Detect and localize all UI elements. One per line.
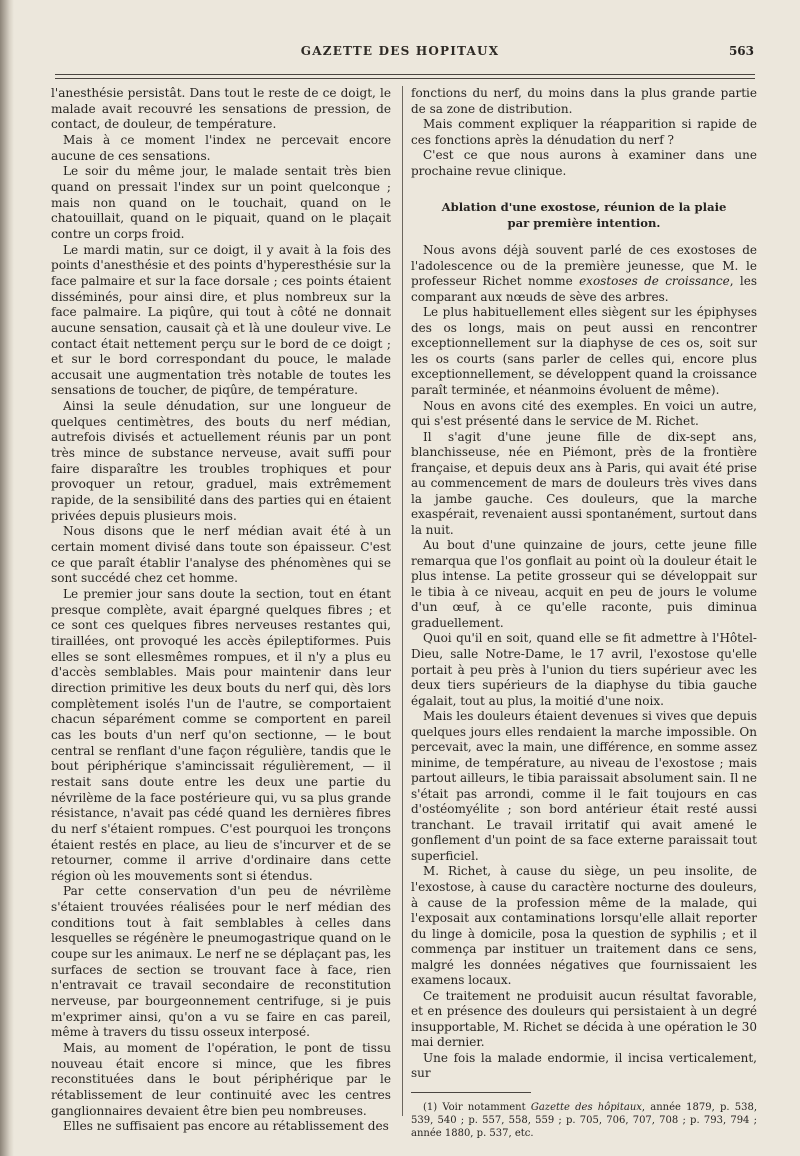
section-title-line: Ablation d'une exostose, réunion de la plaie bbox=[441, 200, 727, 215]
text-run: , année 1879, p. 538, 539, 540 ; p. 557, 558, 559 ; p. 705, 706, 707, 708 ; p. 793, 794 ; année 1880, p. 537, etc. bbox=[411, 1101, 758, 1139]
section-title bbox=[411, 199, 757, 231]
paragraph: Mais à ce moment l'index ne percevait encore aucune de ces sensations. bbox=[51, 132, 391, 163]
paragraph: Mais les douleurs étaient devenues si vives que depuis quelques jours elles rendaient la marche impossible. On percevait, avec la main, une différence, en somme assez minime, de température, au niveau de l'exostose ; mais partout ailleurs, le tibia paraissait absolument sain. Il ne s'était pas arrondi, comme il le fait toujours en cas d'ostéomyélite ; son bord antérieur était resté aussi tranchant. Le travail irritatif qui avait amené le gonflement d'un point de sa face externe paraissait tout superficiel. bbox=[411, 709, 757, 863]
paragraph: C'est ce que nous aurons à examiner dans une prochaine revue clinique. bbox=[411, 148, 757, 178]
paragraph: Ainsi la seule dénudation, sur une longueur de quelques centimètres, des bouts du nerf médian, autrefois divisés et actuellement réunis par un pont très mince de substance nerveuse, avait suffi pour faire disparaître les troubles trophiques et pour provoquer un retour, graduel, mais extrêmement rapide, de la sensibilité dans des parties qui en étaient privées depuis plusieurs mois. bbox=[51, 399, 391, 523]
paragraph: l'anesthésie persistât. Dans tout le reste de ce doigt, le malade avait recouvré les sensations de pression, de contact, de douleur, de température. bbox=[51, 86, 391, 132]
paragraph: M. Richet, à cause du siège, un peu insolite, de l'exostose, à cause du caractère nocturne des douleurs, à cause de la profession même de la malade, qui l'exposait aux contaminations lorsqu'elle allait reporter du linge à domicile, posa la question de syphilis ; et il commença par instituer un traitement dans ce sens, malgré les données négatives que fournissaient les examens locaux. bbox=[411, 864, 757, 988]
paragraph: Le premier jour sans doute la section, tout en étant presque complète, avait épargné quelques fibres ; et ce sont ces quelques fibres nerveuses restantes qui, tiraillées, ont provoqué les accès épileptiformes. Puis elles se sont ellesmêmes rompues, et il n'y a plus eu d'accès semblables. Mais pour maintenir dans leur direction primitive les deux bouts du nerf qui, dès lors complètement isolés l'un de l'autre, se comportaient chacun séparément comme se comportent en pareil cas les bouts d'un nerf qu'on sectionne, — le bout central se renflant d'une façon régulière, tandis que le bout périphérique s'amincissait régulièrement, — il restait sans doute entre les deux une partie du névrilème de la face postérieure qui, vu sa plus grande résistance, n'avait pas cédé quand les dernières fibres du nerf s'étaient rompues. C'est pourquoi les tronçons étaient restés en place, au lieu de s'incurver et de se retourner, comme il arrive d'ordinaire dans cette région où les mouvements sont si étendus. bbox=[51, 587, 391, 883]
column-divider bbox=[402, 86, 403, 1116]
left-column bbox=[51, 86, 391, 1135]
italic-term: Gazette des hôpitaux bbox=[530, 1101, 642, 1113]
paragraph: Il s'agit d'une jeune fille de dix-sept ans, blanchisseuse, née en Piémont, près de la frontière française, et depuis deux ans à Paris, qui avait été prise au commencement de mars de douleurs très vives dans la jambe gauche. Ces douleurs, que la marche exaspérait, revenaient aussi spontanément, surtout dans la nuit. bbox=[411, 429, 757, 537]
paragraph: Par cette conservation d'un peu de névrilème s'étaient trouvées réalisées pour le nerf médian des conditions tout à fait semblables à celles dans lesquelles se régénère le pneumogastrique quand on le coupe sur les animaux. Le nerf ne se déplaçant pas, les surfaces de section se trouvant face à face, rien n'entravait ce travail secondaire de reconstitution nerveuse, par bourgeonnement centrifuge, si je puis m'exprimer ainsi, qu'on a vu se faire en cas pareil, même à travers du tissu osseux interposé. bbox=[51, 884, 391, 1040]
text-run: , les comparant aux nœuds de sève des arbres. bbox=[411, 274, 757, 304]
header-rule-bottom bbox=[55, 78, 755, 79]
paragraph: Le mardi matin, sur ce doigt, il y avait à la fois des points d'anesthésie et des points d'hyperesthésie sur la face palmaire et sur la face dorsale ; ces points étaient disséminés, pour ainsi dire, et plus nombreux sur la face palmaire. La piqûre, qui tout à côté ne donnait aucune sensation, causait çà et là une douleur vive. Le contact était nettement perçu sur le bord de ce doigt ; et sur le bord correspondant du pouce, le malade accusait une augmentation très notable de toutes les sensations de toucher, de piqûre, de température. bbox=[51, 242, 391, 398]
paragraph: Ce traitement ne produisit aucun résultat favorable, et en présence des douleurs qui persistaient à un degré insupportable, M. Richet se décida à une opération le 30 mai dernier. bbox=[411, 988, 757, 1050]
italic-term: exostoses de croissance bbox=[579, 274, 730, 289]
paragraph: Elles ne suffisaient pas encore au rétablissement des bbox=[63, 1119, 389, 1134]
paragraph bbox=[411, 243, 757, 305]
paragraph: Quoi qu'il en soit, quand elle se fit admettre à l'Hôtel-Dieu, salle Notre-Dame, le 17 avril, l'exostose qu'elle portait à peu près à l'union du tiers supérieur avec les deux tiers supérieurs de la diaphyse du tibia gauche égalait, tout au plus, la moitié d'une noix. bbox=[411, 631, 757, 708]
paragraph: Nous en avons cité des exemples. En voici un autre, qui s'est présenté dans le service de M. Richet. bbox=[411, 398, 757, 429]
paragraph: Le plus habituellement elles siègent sur les épiphyses des os longs, mais on peut aussi en rencontrer exceptionnellement sur la diaphyse de ces os, soit sur les os courts (sans parler de celles qui, encore plus exceptionnellement, se développent quand la croissance paraît terminée, et néanmoins évoluent de même). bbox=[411, 305, 757, 397]
footnote bbox=[411, 1101, 757, 1140]
paragraph: Le soir du même jour, le malade sentait très bien quand on pressait l'index sur un point quelconque ; mais non quand on le touchait, quand on le chatouillait, quand on le piquait, quand on le plaçait contre un corps froid. bbox=[51, 164, 391, 241]
right-column bbox=[411, 86, 757, 1140]
text-run: Nous avons déjà souvent parlé de ces exostoses de l'adolescence ou de la première jeunesse, que M. le professeur Richet nomme bbox=[411, 243, 757, 289]
paragraph: Une fois la malade endormie, il incisa verticalement, sur bbox=[411, 1050, 757, 1081]
paragraph: fonctions du nerf, du moins dans la plus grande partie de sa zone de distribution. bbox=[411, 86, 757, 116]
text-run: (1) Voir notamment bbox=[423, 1101, 531, 1113]
header-rule-top bbox=[55, 74, 755, 75]
running-title: GAZETTE DES HOPITAUX bbox=[300, 44, 500, 58]
paragraph: Mais, au moment de l'opération, le pont de tissu nouveau était encore si mince, que les fibres reconstituées dans le bout périphérique par le rétablissement de leur continuité avec les centres ganglionnaires devaient être bien peu nombreuses. bbox=[51, 1041, 391, 1118]
page-number: 563 bbox=[728, 44, 754, 58]
paragraph: Mais comment expliquer la réapparition si rapide de ces fonctions après la dénudation du nerf ? bbox=[411, 117, 757, 147]
footnote-rule bbox=[411, 1092, 531, 1093]
page-header bbox=[40, 44, 760, 64]
section-title-line: par première intention. bbox=[507, 216, 661, 231]
paragraph: Au bout d'une quinzaine de jours, cette jeune fille remarqua que l'os gonflait au point où la douleur était le plus intense. La petite grosseur qui se développait sur le tibia à ce niveau, acquit en peu de jours le volume d'un œuf, à ce qu'elle raconte, puis diminua graduellement. bbox=[411, 538, 757, 630]
paragraph: Nous disons que le nerf médian avait été à un certain moment divisé dans toute son épaisseur. C'est ce que paraît établir l'analyse des phénomènes qui se sont succédé chez cet homme. bbox=[51, 524, 391, 586]
